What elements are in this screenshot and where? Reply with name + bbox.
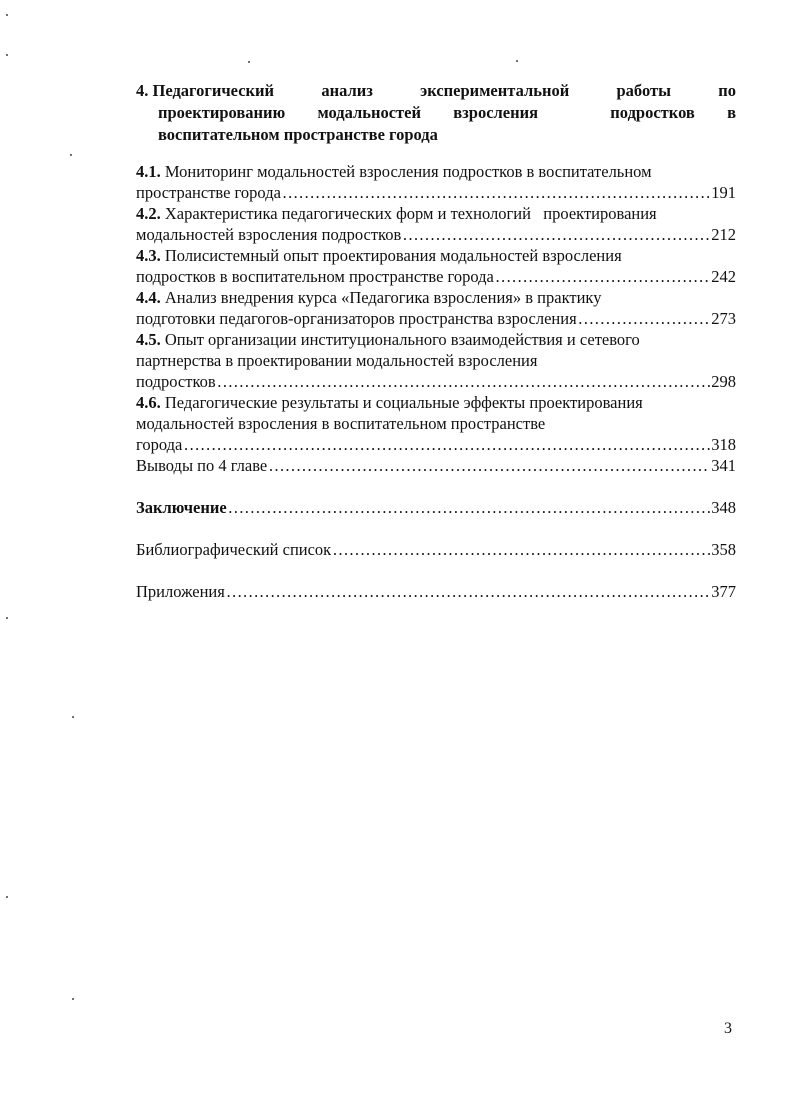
toc-entry-number: 4.1. [136,162,161,181]
toc-entry-title: Выводы по 4 главе [136,456,268,475]
toc-entry [136,329,736,392]
heading-word: работы [616,81,671,100]
toc-entry-title: Анализ внедрения курса «Педагогика взросления» в практику [164,288,602,307]
toc-page-number: 348 [711,498,736,517]
toc-entry-title: Библиографический список [136,540,332,559]
toc-entry-title: города [136,435,183,454]
page-number: 3 [724,1020,732,1037]
toc-entry [136,287,736,329]
toc-entry-title: пространстве города [136,183,281,202]
toc-page-number: 191 [711,183,736,202]
toc-entry-title: модальностей взросления подростков [136,225,402,244]
toc-entry-title: подготовки педагогов-организаторов пространства взросления [136,309,577,328]
toc-entry [136,245,736,287]
toc-entry-title: подростков в воспитательном пространстве города [136,267,494,286]
toc-entry-title: партнерства в проектировании модальностей взросления [136,351,538,370]
chapter-heading-line-2 [136,102,736,124]
chapter-heading-line-3 [136,124,736,146]
dot-leader [402,224,710,245]
heading-word: проектированию [158,103,286,122]
toc-entry [136,392,736,455]
toc-entry-title: Полисистемный опыт проектирования модальностей взросления [164,246,622,265]
toc-bibliography [136,539,736,560]
toc-entry-title: подростков [136,372,216,391]
scan-speck [72,998,74,1000]
dot-leader [226,581,710,602]
toc-conclusion [136,497,736,518]
toc-entry-title: Заключение [136,498,227,517]
dot-leader [183,434,710,455]
toc-page-number: 358 [711,540,736,559]
dot-leader [217,371,711,392]
toc-entry [136,161,736,203]
scan-speck [72,716,74,718]
dot-leader [332,539,710,560]
toc-entry-title: модальностей взросления в воспитательном пространстве [136,414,546,433]
toc-page-number: 273 [711,309,736,328]
toc-entry-title: Опыт организации институционального взаимодействия и сетевого [164,330,640,349]
dot-leader [268,455,710,476]
chapter-heading-line-1 [136,80,736,102]
toc-entry [136,455,736,476]
toc-page-number: 212 [711,225,736,244]
heading-word: подростков [610,103,695,122]
toc-entry-number: 4.3. [136,246,161,265]
toc-page-number: 318 [711,435,736,454]
chapter-heading [136,80,736,146]
heading-word: взросления [453,103,539,122]
chapter-number: 4. [136,81,149,100]
heading-word: воспитательном пространстве города [158,125,438,144]
toc-entry-number: 4.6. [136,393,161,412]
dot-leader [578,308,711,329]
toc-entry-title: Приложения [136,582,225,601]
heading-word: экспериментальной [420,81,570,100]
toc-entry-title: Характеристика педагогических форм и технологий проектирования [164,204,657,223]
toc-entry [136,203,736,245]
heading-word: модальностей [317,103,421,122]
heading-word: по [718,81,736,100]
scan-speck [6,617,8,619]
scan-speck [6,54,8,56]
heading-word: Педагогический [152,81,275,100]
dot-leader [228,497,711,518]
heading-word: в [727,103,736,122]
scan-speck [248,61,250,63]
toc-entry-number: 4.4. [136,288,161,307]
toc-entry-number: 4.2. [136,204,161,223]
toc-entry-title: Педагогические результаты и социальные эффекты проектирования [164,393,643,412]
toc-page-number: 242 [711,267,736,286]
dot-leader [282,182,710,203]
toc-entry-number: 4.5. [136,330,161,349]
toc-entry-title: Мониторинг модальностей взросления подростков в воспитательном [164,162,652,181]
table-of-contents [136,161,736,476]
toc-page-number: 341 [711,456,736,475]
scan-speck [6,14,8,16]
scan-speck [6,896,8,898]
dot-leader [495,266,710,287]
scan-speck [70,154,72,156]
toc-page-number: 377 [711,582,736,601]
toc-appendix [136,581,736,602]
scan-speck [516,60,518,62]
toc-page-number: 298 [711,372,736,391]
heading-word: анализ [321,81,373,100]
